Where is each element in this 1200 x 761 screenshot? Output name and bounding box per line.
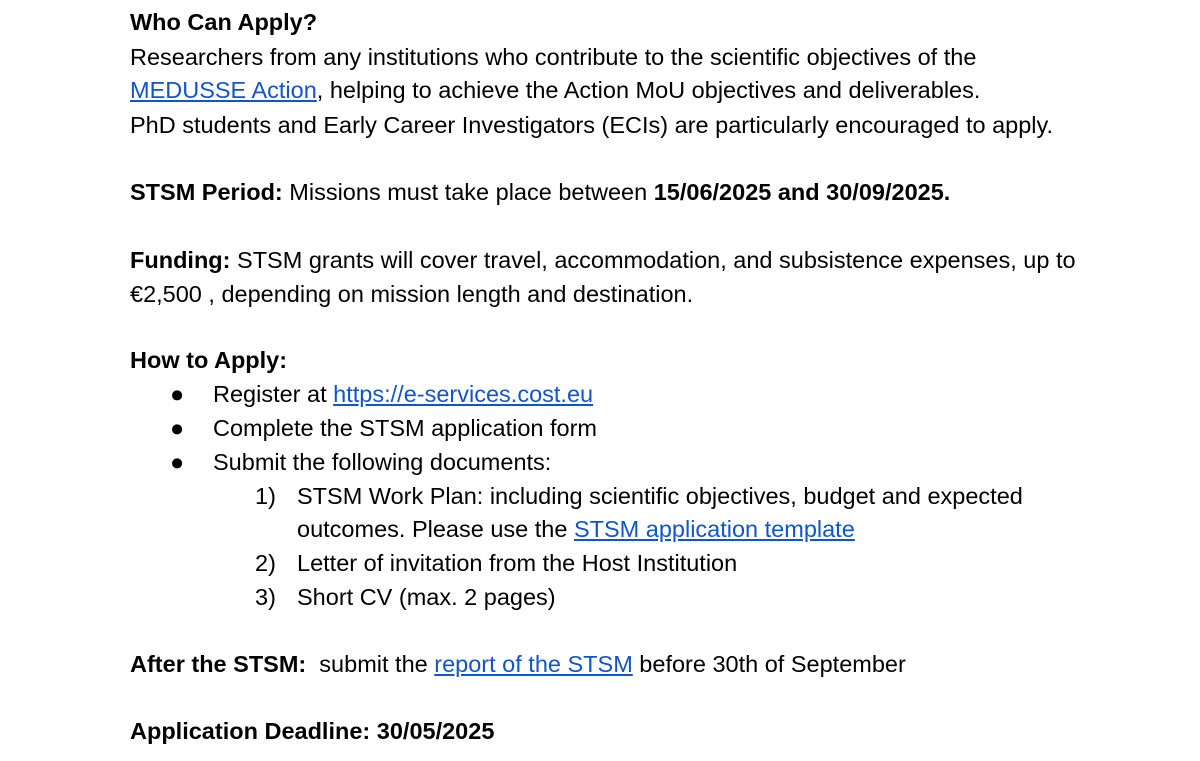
medusse-action-link[interactable]: MEDUSSE Action [130,77,317,103]
doc-text: Letter of invitation from the Host Institution [297,550,738,576]
stsm-report-link[interactable]: report of the STSM [434,651,633,677]
funding-line-1 [130,243,1076,277]
who-heading: Who Can Apply? [130,9,318,35]
after-label: After the STSM: [130,651,307,677]
register-text: Register at [213,381,334,407]
form-text: Complete the STSM application form [213,415,597,441]
documents-text: Submit the following documents: [213,449,552,475]
stsm-period [130,175,950,209]
who-line-1: Researchers from any institutions who contribute to the scientific objectives of the [130,44,977,70]
doc-item-2 [255,546,737,580]
apply-item-documents [170,445,551,479]
after-stsm [130,647,906,681]
after-rest: before 30th of September [632,651,906,677]
who-line-2 [130,73,980,107]
doc-text: STSM Work Plan: including scientific objectives, budget and expected [297,483,1023,509]
doc-number: 1) [255,483,276,509]
doc-number: 2) [255,550,276,576]
e-services-link[interactable]: https://e-services.cost.eu [333,381,594,407]
period-label: STSM Period: [130,179,283,205]
stsm-template-link[interactable]: STSM application template [573,516,855,542]
bullet-icon: ● [170,415,185,441]
funding-label: Funding: [130,247,231,273]
doc-text: outcomes. Please use the [297,516,574,542]
who-line-2-text: , helping to achieve the Action MoU objectives and deliverables. [316,77,981,103]
doc-item-3 [255,580,556,614]
period-text: Missions must take place between [282,179,654,205]
doc-item-1 [255,479,1023,513]
bullet-icon: ● [170,449,185,475]
application-deadline: Application Deadline: 30/05/2025 [130,718,495,744]
funding-line-2: €2,500 , depending on mission length and destination. [130,281,694,307]
after-text: submit the [306,651,435,677]
bullet-icon: ● [170,381,185,407]
period-dates: 15/06/2025 and 30/09/2025. [653,179,951,205]
apply-item-register [170,377,593,411]
doc-text: Short CV (max. 2 pages) [297,584,556,610]
apply-item-form [170,411,597,445]
funding-text: STSM grants will cover travel, accommodation, and subsistence expenses, up to [230,247,1076,273]
doc-item-1-cont [297,512,855,546]
doc-number: 3) [255,584,276,610]
who-line-3: PhD students and Early Career Investigators (ECIs) are particularly encouraged to apply. [130,112,1054,138]
how-to-apply-heading: How to Apply: [130,347,288,373]
